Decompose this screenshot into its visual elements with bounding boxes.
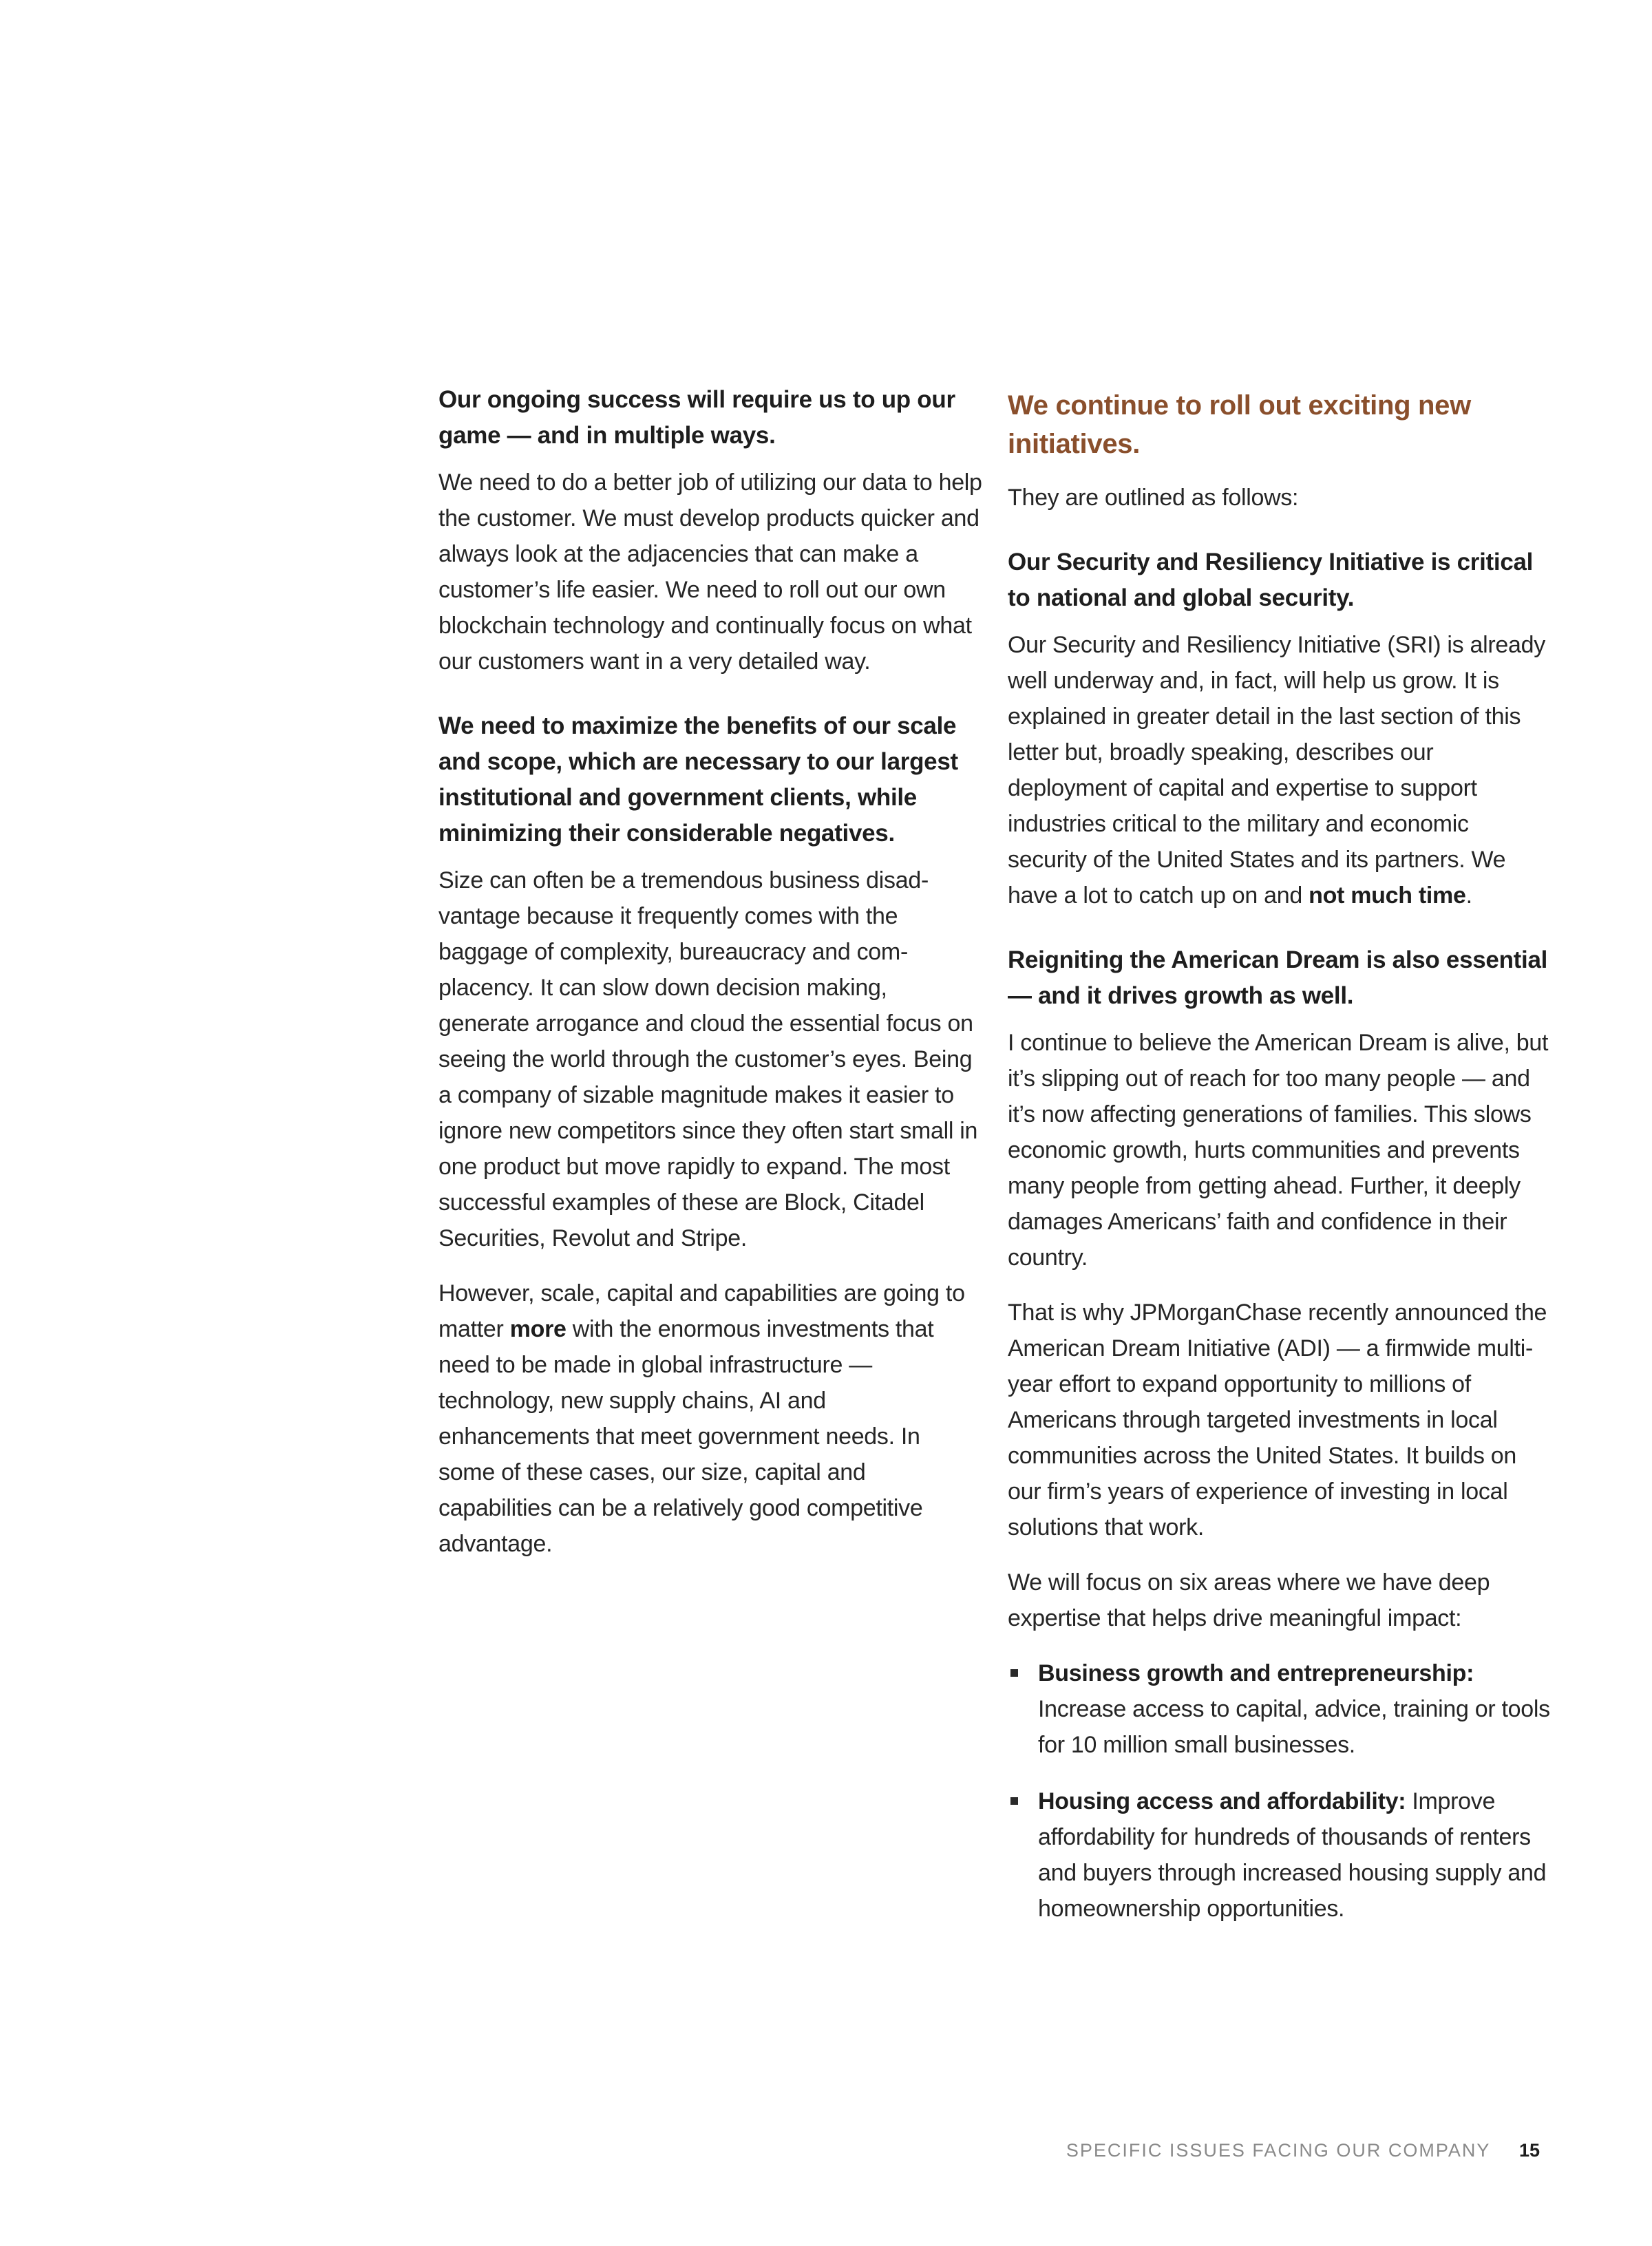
paragraph-sri-text-1: Our Security and Resiliency Initiative (SRI) is already well underway and, in fact, will help us grow. It is explained in greater detail in the last section of this letter but, broadly speaking, describes our deployment of capital and expertise to support industries critical to the military and economic security of the United States and its partners. We have a lot to catch up on and [1008, 632, 1545, 909]
paragraph-size-disadvantage: Size can often be a tremendous business disadvantage because it frequently comes with the baggage of complexity, bureaucracy and complacency. It can slow down decision making, generate arrogance and cloud the essential focus on seeing the world through the customer’s eyes. Being a company of sizable magnitude makes it easier to ignore new competitors since they often start small in one product but move rapidly to expand. The most successful examples of these are Block, Citadel Securities, Revolut and Stripe. [438, 867, 978, 1251]
page-number: 15 [1518, 2140, 1540, 2161]
paragraph-adi: That is why JPMorganChase recently announced the American Dream Initiative (ADI) — a firmwide multi-year effort to expand opportunity to millions of Americans through targeted investments in local communities across the United States. It builds on our firm’s years of experience of investing in local solutions that work. [1008, 1300, 1547, 1540]
paragraph-scale-capital [438, 1275, 982, 1562]
subheading-ongoing-success: Our ongoing success will require us to up our game — and in multiple ways. [438, 386, 955, 449]
paragraph-american-dream: I continue to believe the American Dream is alive, but it’s slipping out of reach for too many people — and it’s now affecting generations of families. This slows economic growth, hurts communities and prevents many people from getting ahead. Further, it deeply damages Americans’ faith and confidence in their country. [1008, 1030, 1549, 1271]
section-title-initiatives: We continue to roll out exciting new initiatives. [1008, 390, 1471, 459]
paragraph-data-utilization: We need to do a better job of utilizing our data to help the customer. We must develop products quicker and always look at the adjacencies that can make a customer’s life easier. We need to roll out our own blockchain technology and continually focus on what our customers want in a very detailed way. [438, 469, 982, 675]
subheading-security-resiliency: Our Security and Resiliency Initiative is critical to national and global security. [1008, 549, 1534, 611]
right-column [1008, 382, 1552, 1947]
bullet-label: Housing access and affordability: [1038, 1788, 1406, 1814]
square-bullet-icon [1010, 1669, 1018, 1677]
list-item [1008, 1655, 1552, 1763]
paragraph-scale-capital-text-2: with the enormous investments that need to be made in global infrastructure — technology, new supply chains, AI and enhancements that meet government needs. In some of these cases, our size, capital and capabilities can be a relatively good competitive advantage. [438, 1316, 934, 1557]
bullet-text: Improve affordability for hundreds of thousands of renters and buyers through increased housing supply and homeownership opportunities. [1038, 1788, 1547, 1922]
bullet-label: Business growth and entrepreneurship: [1038, 1660, 1474, 1686]
page-footer [1066, 2138, 1540, 2163]
focus-areas-list [1008, 1655, 1552, 1927]
footer-section-label: SPECIFIC ISSUES FACING OUR COMPANY [1066, 2140, 1491, 2161]
paragraph-intro: They are outlined as follows: [1008, 485, 1299, 511]
left-column [438, 382, 982, 1581]
emphasis-more: more [509, 1316, 566, 1342]
paragraph-scale-capital-text-1: However, scale, capital and capabilities are going to matter [438, 1280, 965, 1342]
square-bullet-icon [1010, 1797, 1018, 1805]
list-item [1008, 1783, 1552, 1927]
paragraph-sri [1008, 627, 1552, 913]
paragraph-six-areas: We will focus on six areas where we have deep expertise that helps drive meaningful impact: [1008, 1569, 1490, 1631]
paragraph-sri-text-2: . [1465, 882, 1472, 909]
subheading-scale-and-scope: We need to maximize the benefits of our scale and scope, which are necessary to our largest institutional and government clients, while minimizing their considerable negatives. [438, 712, 958, 847]
emphasis-not-much-time: not much time [1309, 882, 1466, 909]
subheading-american-dream: Reigniting the American Dream is also essential — and it drives growth as well. [1008, 946, 1548, 1009]
bullet-text: Increase access to capital, advice, training or tools for 10 million small businesses. [1038, 1696, 1550, 1758]
